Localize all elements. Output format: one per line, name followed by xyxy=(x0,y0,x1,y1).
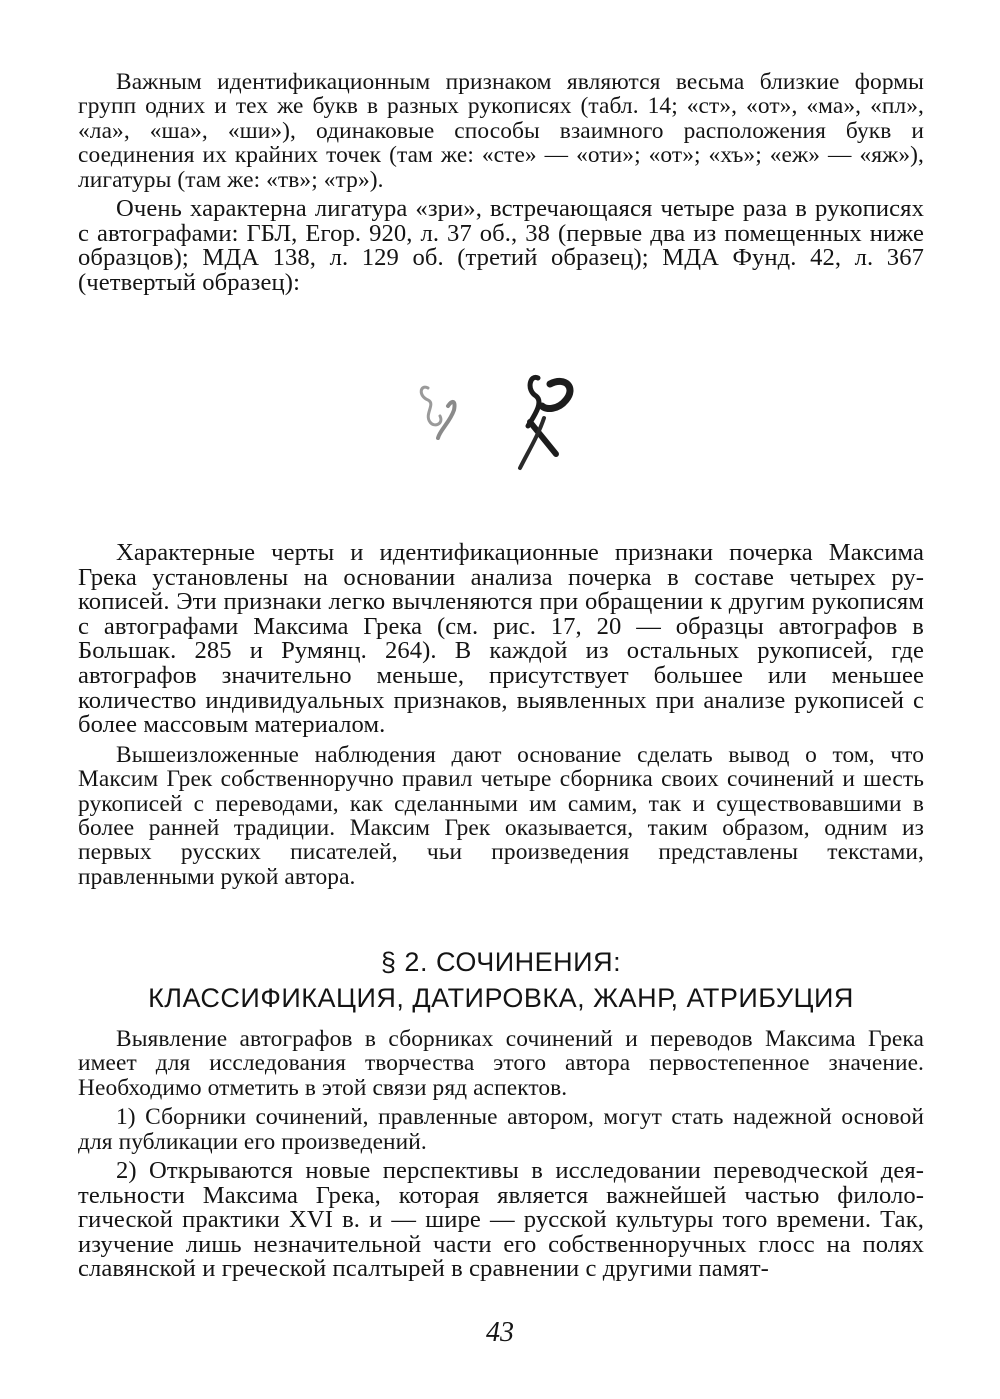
ligature-handwriting-figure xyxy=(410,366,600,486)
top-text-block xyxy=(78,70,924,295)
section-heading-line-1: § 2. СОЧИНЕНИЯ: xyxy=(380,947,622,977)
section-heading xyxy=(78,944,924,1016)
section-heading-line-2: КЛАССИФИКАЦИЯ, ДАТИРОВКА, ЖАНР, АТРИБУЦИЯ xyxy=(148,983,854,1013)
paragraph-aspect-1: 1) Сборники сочинений, правленные автором, могут стать надежной основой для публикации его произведений. xyxy=(78,1104,924,1155)
paragraph-conclusion: Вышеизложенные наблюдения дают основание сделать вывод о том, что Максим Грек собственноручно правил четыре сборника своих сочинений и шесть рукописей с переводами, как сделанными им самим, так и существовавшими в более ранней традиции. Максим Грек оказывается, таким образом, одним из первых русских писателей, чьи произведения представлены текстами, правленными рукой автора. xyxy=(78,741,924,890)
paragraph-autographs-significance: Выявление автографов в сборниках сочинений и переводов Максима Грека имеет для исследования творчества этого автора первостепенное значение. Необходимо отметить в этой связи ряд аспектов. xyxy=(78,1026,924,1101)
page-number: 43 xyxy=(486,1317,514,1348)
paragraph-identification-features: Важным идентификационным признаком являются весьма близкие формы групп одних и тех же букв в разных рукописях (табл. 14; «ст», «от», «ма», «пл», «ла», «ша», «ши»), одинаковые способы взаимного расположения букв и соединения их крайних точек (там же: «сте» — «оти»; «от»; «хъ»; «еж» — «яж»), лигатуры (там же: «тв»; «тр»). xyxy=(78,69,924,193)
paragraph-aspect-2: 2) Открываются новые перспективы в исследовании переводческой деятельности Максима Грека, которая является важнейшей частью филологической практики XVI в. и — шире — русской культуры того времени. Так, изучение лишь незначительной части его собственноручных глосс на полях славянской и греческой псалтырей в сравнении с другими памят- xyxy=(78,1157,924,1283)
bottom-text-block xyxy=(78,1027,924,1282)
ligature-zri-samples-image xyxy=(410,366,600,486)
paragraph-handwriting-features: Характерные черты и идентификационные признаки почерка Максима Грека установлены на основании анализа почерка в составе четырех рукописей. Эти признаки легко вычленяются при обращении к другим рукописям с автографами Максима Грека (см. рис. 17, 20 — образцы автографов в Большак. 285 и Румянц. 264). В каждой из остальных рукописей, где автографов значительно меньше, присутствует большее или меньшее количество индивидуальных признаков, выявленных при анализе рукописей с более массовым материалом. xyxy=(78,539,924,739)
paragraph-ligature-zri: Очень характерна лигатура «зри», встречающаяся четыре раза в рукописях с автографами: ГБЛ, Егор. 920, л. 37 об., 38 (первые два из помещенных ниже образцов); МДА 138, л. 129 об. (третий образец); МДА Фунд. 42, л. 367 (четвертый образец): xyxy=(78,195,924,296)
middle-text-block xyxy=(78,541,924,889)
